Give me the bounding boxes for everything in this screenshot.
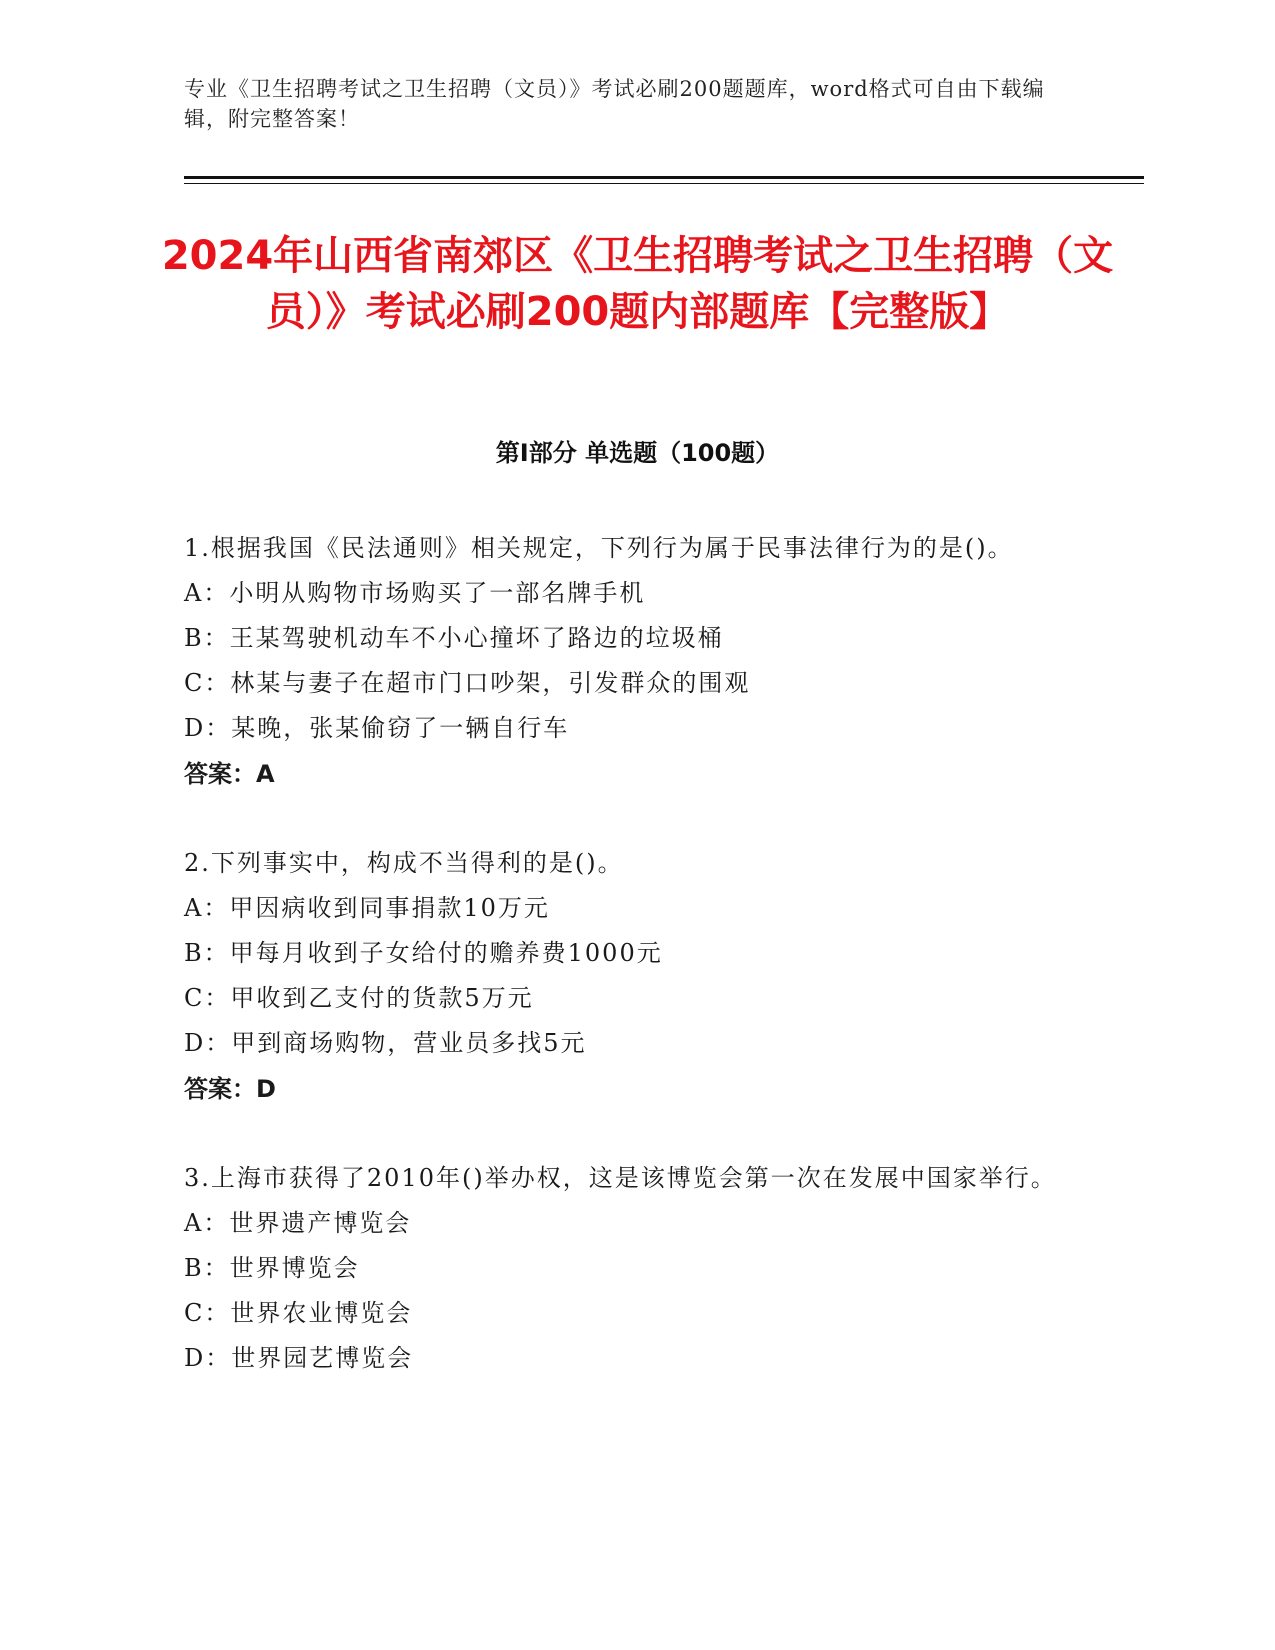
option-d: D：甲到商场购物，营业员多找5元 [184, 1029, 587, 1057]
question-stem: 1.根据我国《民法通则》相关规定，下列行为属于民事法律行为的是()。 [184, 534, 1014, 562]
option-d: D：某晚，张某偷窃了一辆自行车 [184, 714, 570, 742]
document-title: 2024年山西省南郊区《卫生招聘考试之卫生招聘（文员）》考试必刷200题内部题库【完整版】 [161, 233, 1114, 335]
question-3 [184, 1155, 1084, 1381]
option-a: A：世界遗产博览会 [184, 1209, 412, 1237]
option-a: A：小明从购物市场购买了一部名牌手机 [184, 579, 646, 607]
question-1 [184, 525, 1084, 797]
option-c: C：林某与妻子在超市门口吵架，引发群众的围观 [184, 669, 751, 697]
question-stem: 3.上海市获得了2010年()举办权，这是该博览会第一次在发展中国家举行。 [184, 1164, 1057, 1192]
option-b: B：世界博览会 [184, 1254, 360, 1282]
option-a: A：甲因病收到同事捐款10万元 [184, 894, 550, 922]
question-list [184, 525, 1084, 1424]
header-divider-thin [184, 183, 1144, 184]
option-c: C：世界农业博览会 [184, 1299, 413, 1327]
answer: 答案：D [184, 1075, 276, 1103]
option-b: B：王某驾驶机动车不小心撞坏了路边的垃圾桶 [184, 624, 724, 652]
header-note: 专业《卫生招聘考试之卫生招聘（文员）》考试必刷200题题库，word格式可自由下载编辑，附完整答案！ [184, 77, 1045, 131]
option-c: C：甲收到乙支付的货款5万元 [184, 984, 534, 1012]
question-2 [184, 840, 1084, 1112]
answer: 答案：A [184, 760, 275, 788]
option-d: D：世界园艺博览会 [184, 1344, 414, 1372]
section-title: 第I部分 单选题（100题） [495, 439, 780, 467]
header-divider-thick [184, 176, 1144, 179]
question-stem: 2.下列事实中，构成不当得利的是()。 [184, 849, 624, 877]
option-b: B：甲每月收到子女给付的赡养费1000元 [184, 939, 663, 967]
